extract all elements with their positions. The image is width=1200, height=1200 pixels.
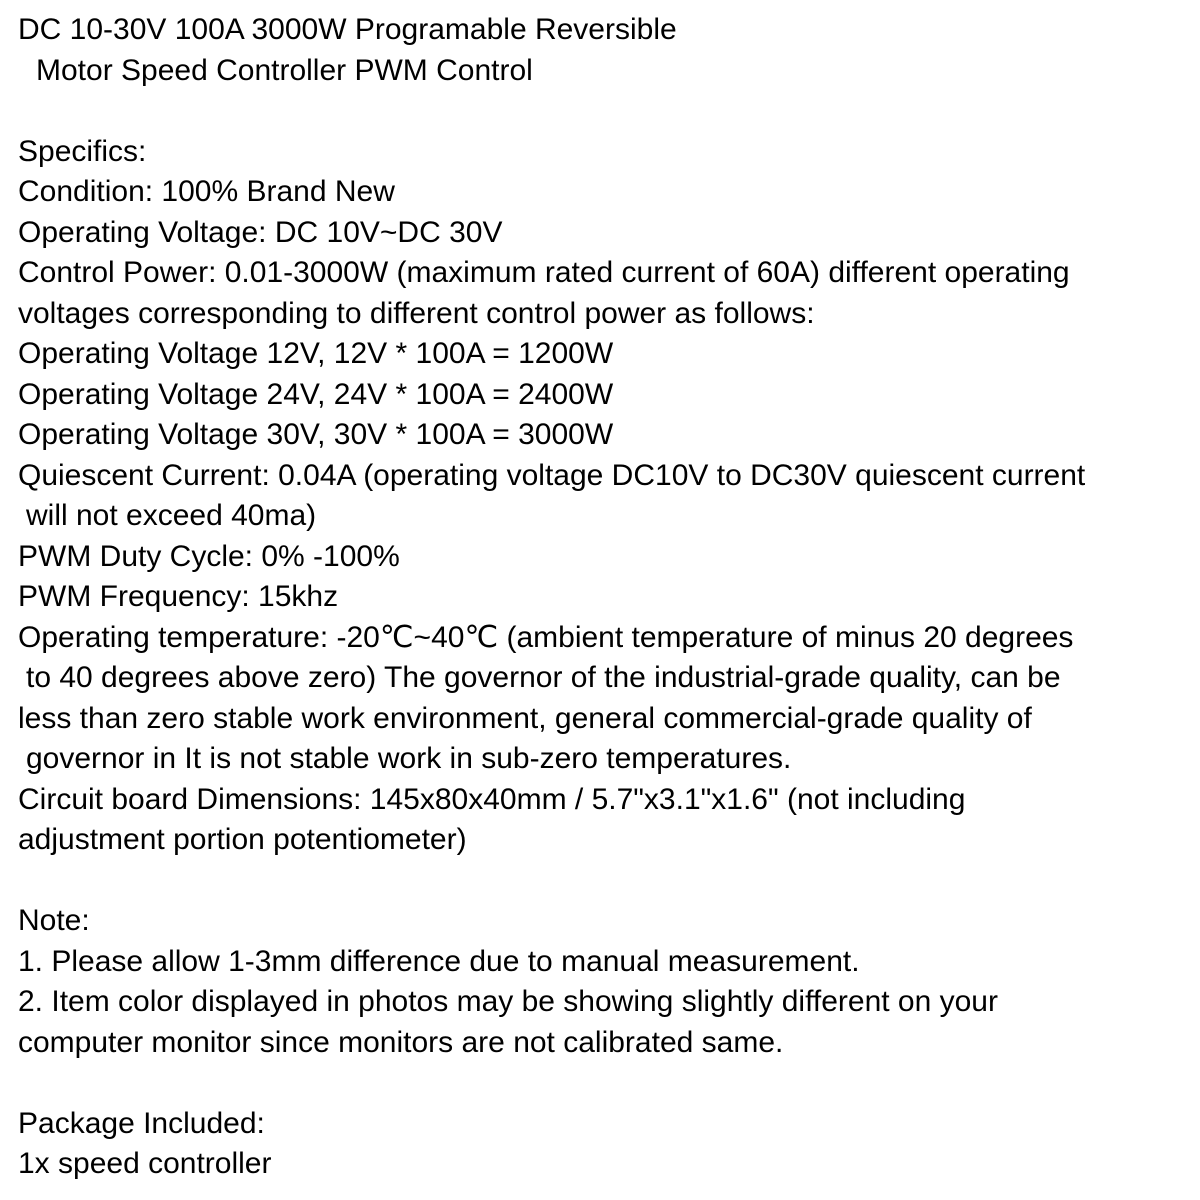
spec-line: Control Power: 0.01-3000W (maximum rated current of 60A) different operating (18, 256, 1070, 289)
spec-line: adjustment portion potentiometer) (18, 823, 467, 856)
spec-line: to 40 degrees above zero) The governor of the industrial-grade quality, can be (26, 661, 1061, 694)
title-line-1: DC 10-30V 100A 3000W Programable Reversible (18, 13, 677, 46)
spec-line: Operating Voltage 30V, 30V * 100A = 3000W (18, 418, 614, 451)
spec-line: Operating Voltage 12V, 12V * 100A = 1200W (18, 337, 614, 370)
spacer (18, 91, 1198, 132)
spec-line: Condition: 100% Brand New (18, 175, 395, 208)
spec-line: PWM Frequency: 15khz (18, 580, 339, 613)
package-section (18, 1104, 1198, 1185)
package-line: 1x speed controller (18, 1147, 272, 1180)
spec-line: less than zero stable work environment, general commercial-grade quality of (18, 701, 1032, 735)
spec-line: Quiescent Current: 0.04A (operating voltage DC10V to DC30V quiescent current (18, 458, 1086, 492)
note-line: 2. Item color displayed in photos may be showing slightly different on your (18, 985, 998, 1018)
spec-line: governor in It is not stable work in sub-zero temperatures. (26, 742, 792, 775)
package-heading: Package Included: (18, 1106, 265, 1140)
specifics-heading: Specifics: (18, 134, 147, 168)
spec-line: voltages corresponding to different control power as follows: (18, 296, 815, 330)
note-section (18, 901, 1198, 1063)
spec-line: Operating Voltage: DC 10V~DC 30V (18, 215, 503, 249)
spec-line: Circuit board Dimensions: 145x80x40mm / 5.7"x3.1"x1.6" (not including (18, 782, 966, 816)
product-description (18, 10, 1198, 1185)
spacer (18, 861, 1198, 902)
product-title (18, 10, 1198, 91)
note-line: 1. Please allow 1-3mm difference due to manual measurement. (18, 944, 860, 978)
note-line: computer monitor since monitors are not calibrated same. (18, 1025, 784, 1059)
spec-line: PWM Duty Cycle: 0% -100% (18, 539, 400, 573)
title-line-2: Motor Speed Controller PWM Control (36, 53, 533, 87)
spec-line: Operating Voltage 24V, 24V * 100A = 2400W (18, 377, 614, 411)
spec-line: Operating temperature: -20℃~40℃ (ambient temperature of minus 20 degrees (18, 620, 1074, 654)
specifics-section (18, 132, 1198, 861)
note-heading: Note: (18, 904, 90, 937)
spec-line: will not exceed 40ma) (26, 499, 317, 532)
spacer (18, 1063, 1198, 1104)
